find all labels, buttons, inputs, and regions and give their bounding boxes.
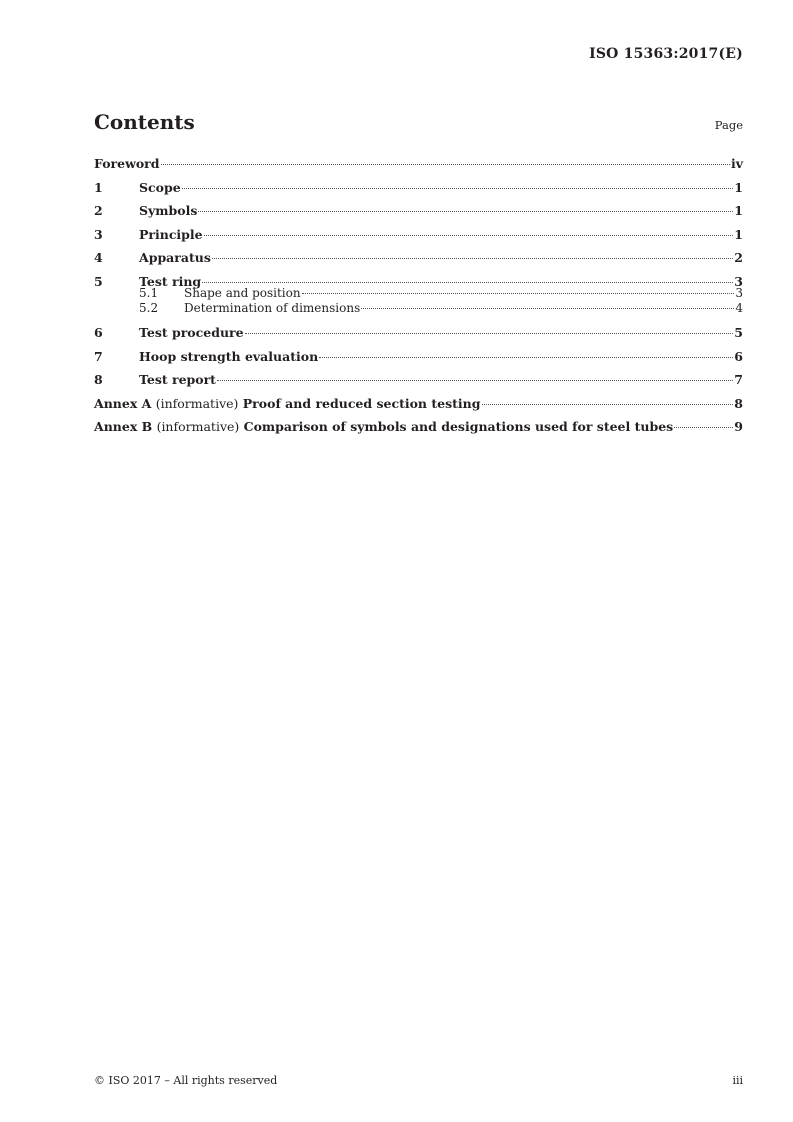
toc-entry-annex-b[interactable] [94,419,743,434]
annex-title: Comparison of symbols and designations used for steel tubes [243,419,674,434]
toc-entry-page: 7 [734,372,743,387]
annex-type: (informative) [155,395,239,411]
dot-leader [204,235,734,236]
toc-entry-test-report[interactable] [94,372,743,387]
contents-heading [94,110,743,134]
toc-subentry-page: 3 [735,285,743,300]
dot-leader [217,380,733,381]
contents-title: Contents [94,110,195,134]
toc-entry-label: Test ring [139,273,202,289]
copyright-notice: © ISO 2017 – All rights reserved [94,1074,278,1087]
document-id: ISO 15363:2017(E) [589,46,743,62]
toc-entry-page: 2 [734,250,743,265]
toc-entry-hoop-strength-evaluation[interactable] [94,349,743,364]
annex-type: (informative) [156,419,240,434]
toc-entry-page: 1 [734,203,743,218]
toc-entry-label: Test procedure [139,325,244,340]
toc-entry-page: 3 [734,273,743,289]
toc-entry-label: Scope [139,179,181,195]
dot-leader [212,258,733,259]
toc-subentry-number: 5.2 [139,301,159,315]
dot-leader [674,427,733,428]
page-number: iii [732,1074,743,1087]
toc-subentry-shape-and-position[interactable] [94,286,743,302]
toc-entry-number: 4 [94,250,103,265]
page-footer [94,1074,743,1087]
toc-subentry-label: Determination of dimensions [184,301,361,315]
toc-entry-number: 8 [94,372,103,387]
dot-leader [302,293,735,294]
annex-label: Annex A [94,395,152,411]
toc-entry-number: 2 [94,203,103,218]
dot-leader [202,282,733,283]
table-of-contents [94,156,743,434]
page-column-label: Page [714,118,743,132]
toc-subentry-label: Shape and position [184,285,301,300]
toc-entry-label: Apparatus [139,250,211,265]
toc-entry-foreword[interactable] [94,156,743,171]
toc-entry-label: Hoop strength evaluation [139,348,319,364]
dot-leader [245,333,734,334]
dot-leader [361,308,734,309]
annex-label: Annex B [94,419,153,434]
toc-entry-page: 6 [734,348,743,364]
toc-entry-page: iv [730,156,743,171]
toc-entry-page: 9 [734,419,743,434]
toc-entry-principle[interactable] [94,227,743,242]
toc-entry-apparatus[interactable] [94,250,743,265]
annex-title: Proof and reduced section testing [242,395,481,411]
toc-subentry-number: 5.1 [139,285,159,300]
toc-entry-number: 3 [94,226,103,242]
toc-entry-label: Foreword [94,156,160,171]
toc-entry-symbols[interactable] [94,203,743,218]
toc-entry-page: 8 [734,395,743,411]
dot-leader [319,357,733,358]
toc-entry-label: Symbols [139,203,198,218]
toc-entry-page: 1 [734,179,743,195]
toc-entry-label: Principle [139,226,203,242]
dot-leader [482,404,734,405]
toc-entry-label: Test report [139,372,216,387]
toc-entry-scope[interactable] [94,180,743,195]
toc-entry-page: 5 [734,325,743,340]
toc-subentry-determination-of-dimensions[interactable] [94,301,743,317]
toc-entry-number: 5 [94,273,103,289]
toc-entry-page: 1 [734,226,743,242]
dot-leader [161,164,730,165]
dot-leader [182,188,734,189]
toc-entry-test-procedure[interactable] [94,325,743,340]
toc-entry-number: 7 [94,348,103,364]
toc-subentry-page: 4 [735,301,743,315]
toc-entry-number: 6 [94,325,103,340]
annex-entry-text [94,396,481,411]
toc-entry-number: 1 [94,179,103,195]
toc-entry-annex-a[interactable] [94,396,743,411]
annex-entry-text [94,419,673,434]
dot-leader [198,211,733,212]
